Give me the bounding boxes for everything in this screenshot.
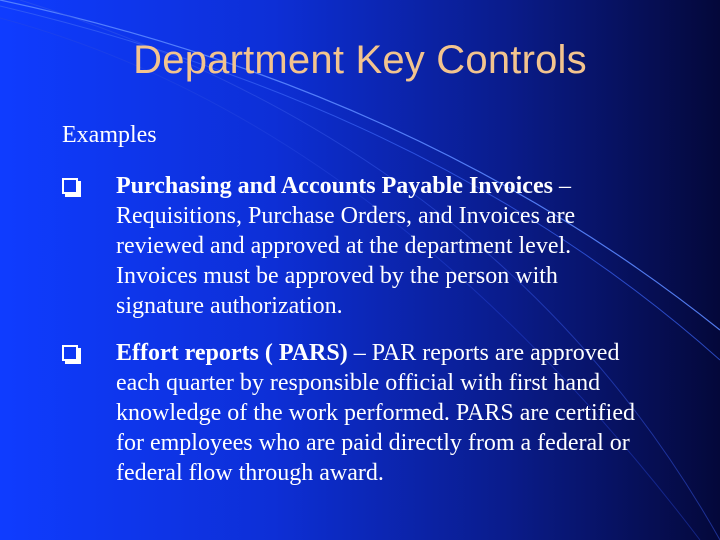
square-bullet-icon: [62, 178, 78, 194]
bullet-body: – Requisitions, Purchase Orders, and Invoices are reviewed and approved at the department level. Invoices must be approved by the person with signature authorization.: [116, 173, 576, 319]
square-bullet-icon: [62, 345, 78, 361]
bullet-body: – PAR reports are approved each quarter by responsible official with first hand knowledge of the work performed. PARS are certified for employees who are paid directly from a federal or federal flow through award.: [116, 340, 635, 486]
bullet-lead: Effort reports ( PARS): [116, 340, 348, 366]
bullet-item-effort-reports: [62, 338, 642, 488]
bullet-text: [116, 338, 642, 488]
slide-title: Department Key Controls: [133, 38, 587, 82]
bullet-item-purchasing: [62, 171, 642, 321]
bullet-lead: Purchasing and Accounts Payable Invoices: [116, 173, 553, 199]
bullet-text: [116, 171, 642, 321]
section-label: Examples: [62, 122, 157, 148]
